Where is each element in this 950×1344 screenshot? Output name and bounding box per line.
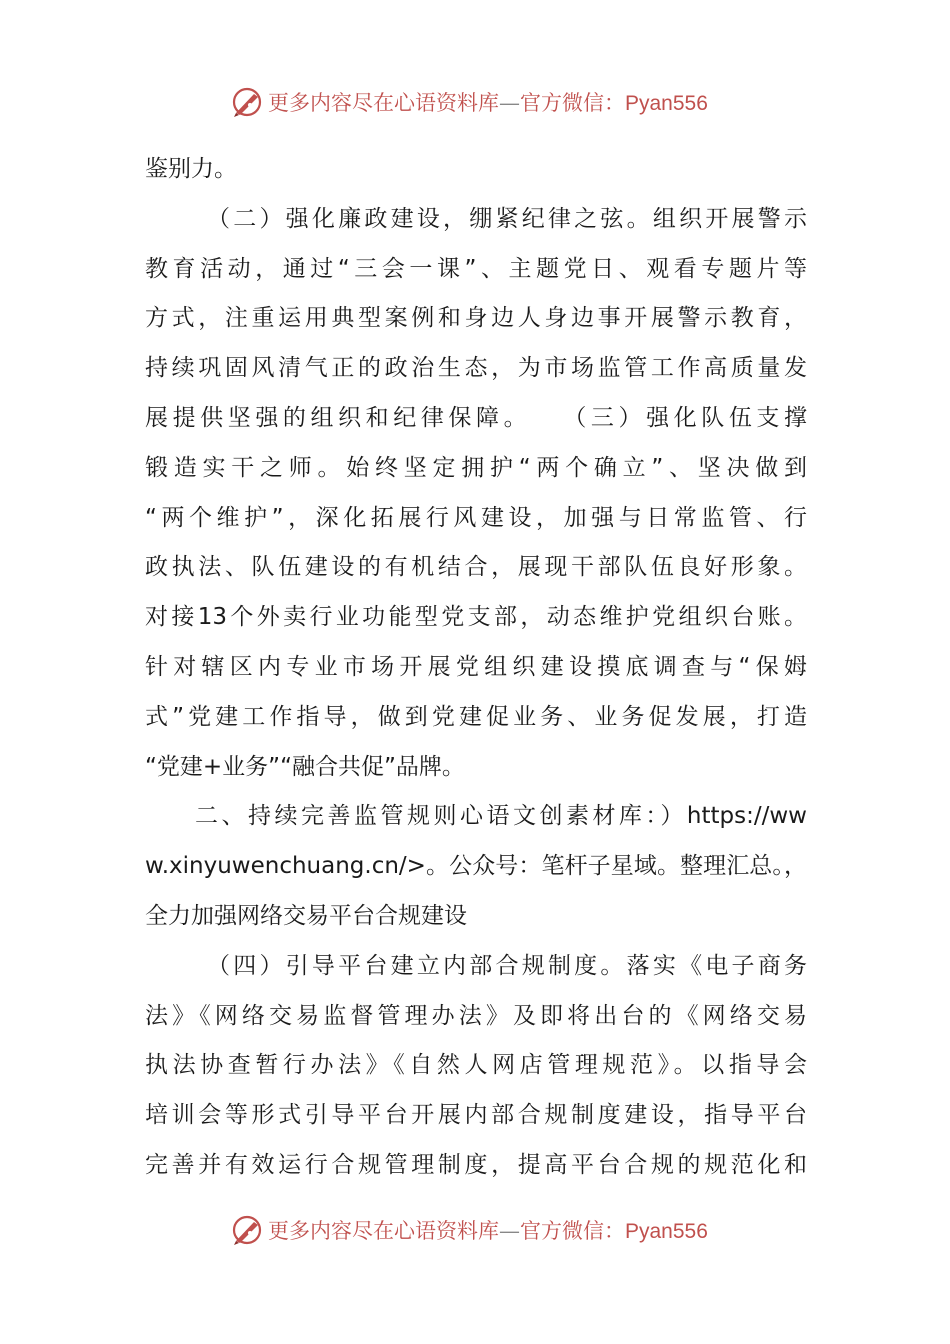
banner-wechat-id: Pyan556	[625, 1220, 708, 1243]
footer-banner	[230, 1210, 750, 1250]
text-line: （四）引导平台建立内部合规制度。落实《电子商务	[207, 952, 807, 979]
banner-separator: —	[499, 91, 520, 115]
text-line: 二、持续完善监管规则心语文创素材库：）https://ww	[195, 803, 807, 830]
banner-separator: —	[499, 1219, 520, 1243]
text-line: w.xinyuwenchuang.cn/>。公众号：笔杆子星域。整理汇总。，	[145, 853, 807, 880]
text-line: 法》《网络交易监督管理办法》及即将出台的《网络交易	[145, 1002, 807, 1029]
banner-main-text: 更多内容尽在心语资料库	[268, 1219, 499, 1243]
text-line: 教育活动，通过“三会一课”、主题党日、观看专题片等	[145, 255, 807, 282]
document-body	[145, 145, 807, 1191]
banner-official-label: 官方微信：	[520, 1219, 625, 1243]
text-line: “党建+业务”“融合共促”品牌。	[145, 753, 465, 780]
banner-official-label: 官方微信：	[520, 91, 625, 115]
text-line: 锻造实干之师。始终坚定拥护“两个确立”、坚决做到	[145, 454, 807, 481]
text-line: 方式，注重运用典型案例和身边人身边事开展警示教育，	[145, 305, 807, 332]
text-line: “两个维护”，深化拓展行风建设，加强与日常监管、行	[145, 504, 807, 531]
text-line: 式”党建工作指导，做到党建促业务、业务促发展，打造	[145, 703, 807, 730]
banner-text	[268, 87, 708, 117]
pen-logo-icon	[230, 85, 264, 119]
text-line: 持续巩固风清气正的政治生态，为市场监管工作高质量发	[145, 355, 807, 382]
text-line: 政执法、队伍建设的有机结合，展现干部队伍良好形象。	[145, 554, 807, 581]
pen-logo-icon	[230, 1213, 264, 1247]
text-line: （二）强化廉政建设，绷紧纪律之弦。组织开展警示	[207, 205, 807, 232]
banner-text	[268, 1215, 708, 1245]
text-line: 鉴别力。	[145, 156, 237, 182]
text-line: 对接13个外卖行业功能型党支部，动态维护党组织台账。	[145, 604, 807, 631]
header-banner	[230, 82, 750, 122]
text-line: 执法协查暂行办法》《自然人网店管理规范》。以指导会	[145, 1052, 807, 1079]
banner-wechat-id: Pyan556	[625, 92, 708, 115]
text-line: 针对辖区内专业市场开展党组织建设摸底调查与“保姆	[145, 653, 807, 680]
text-line: 展提供坚强的组织和纪律保障。 （三）强化队伍支撑	[145, 404, 807, 431]
text-line: 完善并有效运行合规管理制度，提高平台合规的规范化和	[145, 1151, 807, 1178]
text-line: 培训会等形式引导平台开展内部合规制度建设，指导平台	[145, 1102, 807, 1129]
text-line: 全力加强网络交易平台合规建设	[145, 902, 467, 929]
banner-main-text: 更多内容尽在心语资料库	[268, 91, 499, 115]
